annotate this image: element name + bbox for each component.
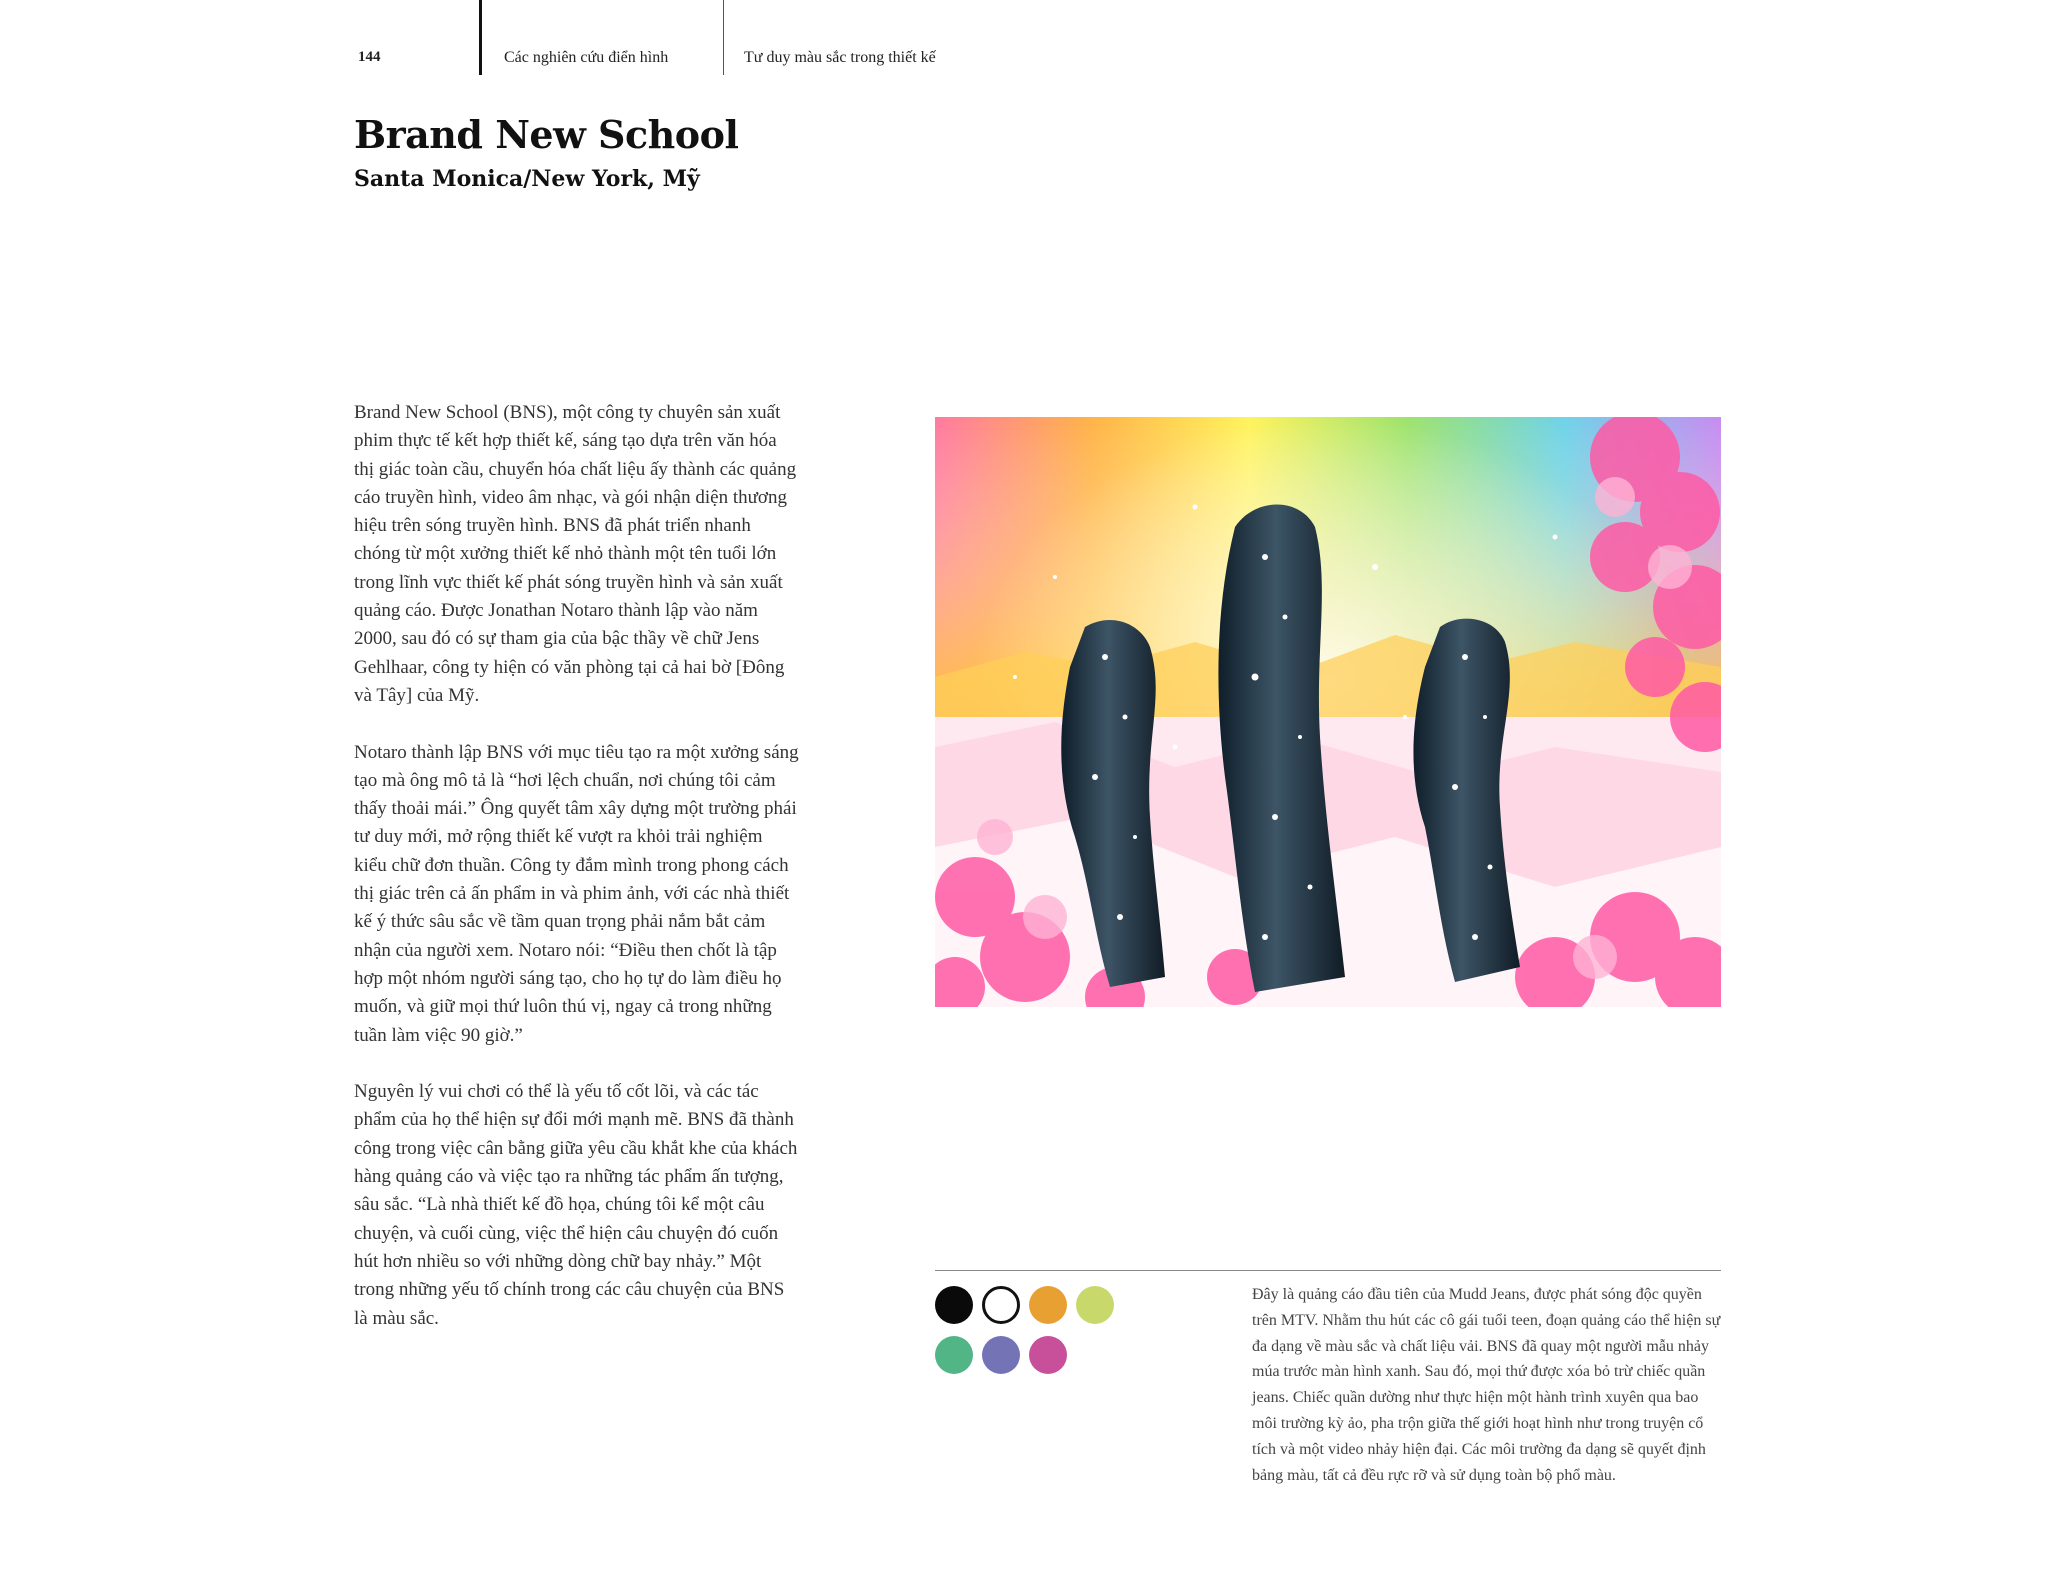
body-paragraph: Notaro thành lập BNS với mục tiêu tạo ra một xưởng sáng tạo mà ông mô tả là “hơi lệch chuẩn, nơi chúng tôi cảm thấy thoải mái.” Ông quyết tâm xây dựng một trường phái tư duy mới, mở rộng thiết kế vượt ra khỏi trải nghiệm kiểu chữ đơn thuần. Công ty đắm mình trong phong cách thị giác trên cả ấn phẩm in và phim ảnh, với các nhà thiết kế ý thức sâu sắc về tầm quan trọng phải nắm bắt cảm nhận của người xem. Notaro nói: “Điều then chốt là tập hợp một nhóm người sáng tạo, cho họ tự do làm điều họ muốn, và giữ mọi thứ luôn thú vị, ngay cả trong những tuần làm việc 90 giờ.”: [354, 741, 799, 1046]
color-swatch: [935, 1286, 973, 1324]
body-paragraph: Nguyên lý vui chơi có thể là yếu tố cốt lõi, và các tác phẩm của họ thể hiện sự đổi mới mạnh mẽ. BNS đã thành công trong việc cân bằng giữa yêu cầu khắt khe của khách hàng quảng cáo và việc tạo ra những tác phẩm ấn tượng, sâu sắc. “Là nhà thiết kế đồ họa, chúng tôi kể một câu chuyện, và cuối cùng, việc thể hiện câu chuyện đó cuốn hút hơn nhiều so với những dòng chữ bay nhảy.” Một trong những yếu tố chính trong các câu chuyện của BNS là màu sắc.: [354, 1081, 798, 1329]
article-title: Brand New School: [354, 112, 739, 157]
article-subtitle: Santa Monica/New York, Mỹ: [354, 166, 700, 192]
section-title: Các nghiên cứu điển hình: [504, 49, 669, 66]
body-paragraph: Brand New School (BNS), một công ty chuyên sản xuất phim thực tế kết hợp thiết kế, sáng tạo dựa trên văn hóa thị giác toàn cầu, chuyển hóa chất liệu ấy thành các quảng cáo truyền hình, video âm nhạc, và gói nhận diện thương hiệu trên sóng truyền hình. BNS đã phát triển nhanh chóng từ một xưởng thiết kế nhỏ thành một tên tuổi lớn trong lĩnh vực thiết kế phát sóng truyền hình và sản xuất quảng cáo. Được Jonathan Notaro thành lập vào năm 2000, sau đó có sự tham gia của bậc thầy về chữ Jens Gehlhaar, công ty hiện có văn phòng tại cả hai bờ [Đông và Tây] của Mỹ.: [354, 402, 797, 706]
article-body: [354, 399, 799, 1361]
color-swatch: [982, 1336, 1020, 1374]
caption-divider: [935, 1270, 1721, 1271]
color-swatch: [1029, 1336, 1067, 1374]
color-swatch: [935, 1336, 973, 1374]
color-swatch: [1076, 1286, 1114, 1324]
image-caption: Đây là quảng cáo đầu tiên của Mudd Jeans, được phát sóng độc quyền trên MTV. Nhằm thu hút các cô gái tuổi teen, đoạn quảng cáo thể hiện sự đa dạng về màu sắc và chất liệu vải. BNS đã quay một người mẫu nhảy múa trước màn hình xanh. Sau đó, mọi thứ được xóa bỏ trừ chiếc quần jeans. Chiếc quần dường như thực hiện một hành trình xuyên qua bao môi trường kỳ ảo, pha trộn giữa thế giới hoạt hình như trong truyện cổ tích và một video nhảy hiện đại. Các môi trường đa dạng sẽ quyết định bảng màu, tất cả đều rực rỡ và sử dụng toàn bộ phổ màu.: [1252, 1286, 1721, 1484]
book-title: Tư duy màu sắc trong thiết kế: [744, 49, 936, 66]
header-divider: [479, 0, 482, 75]
jeans-ad-image: [935, 417, 1721, 1007]
color-swatch: [982, 1286, 1020, 1324]
page-number: 144: [358, 49, 381, 65]
color-swatch: [1029, 1286, 1067, 1324]
header-divider-thin: [723, 0, 724, 75]
